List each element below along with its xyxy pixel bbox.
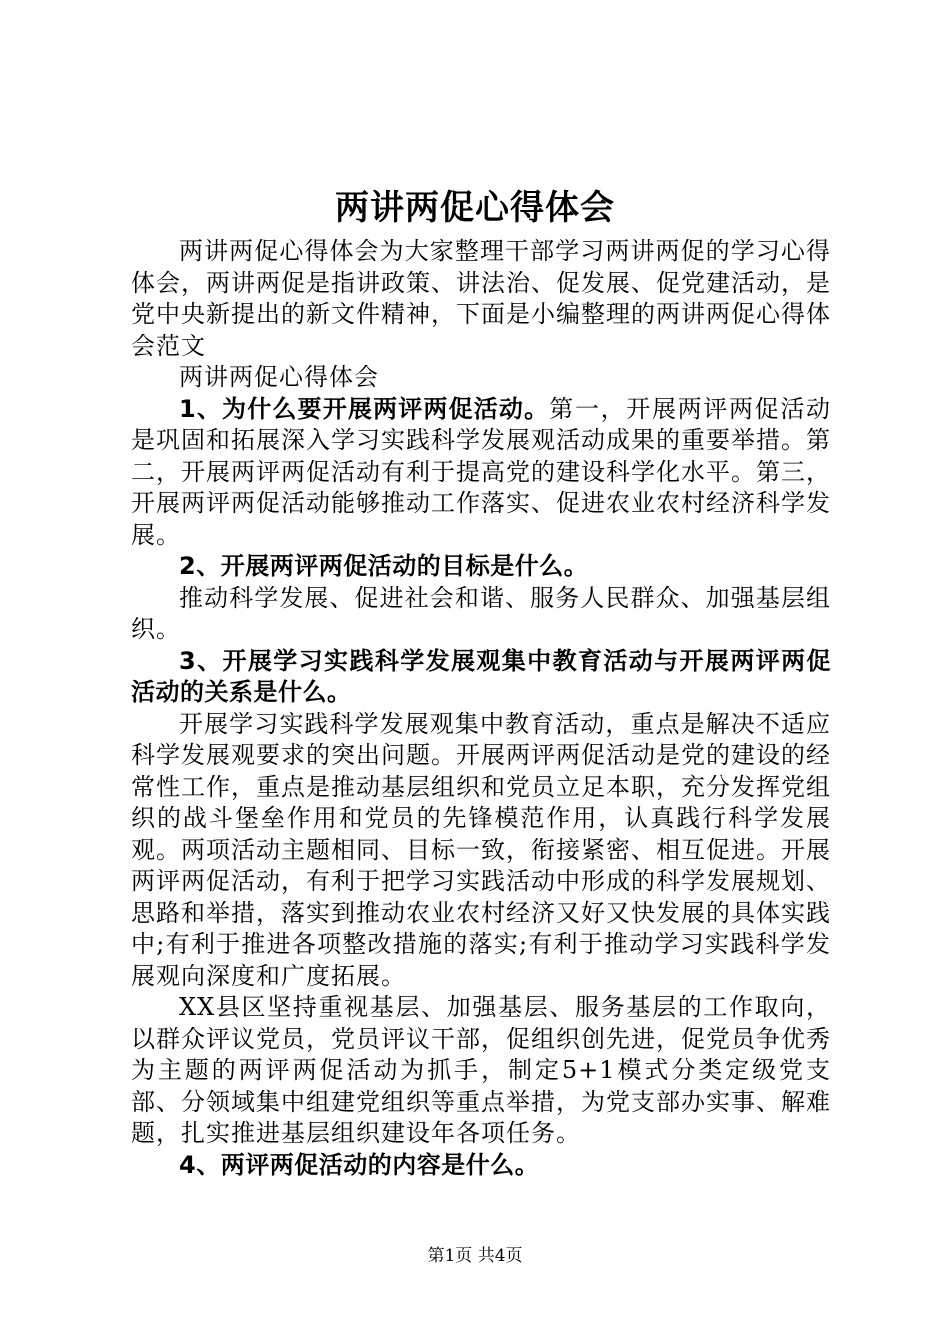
document-title: 两讲两促心得体会 <box>335 188 615 228</box>
question-3-answer: 开展学习实践科学发展观集中教育活动，重点是解决不适应科学发展观要求的突出问题。开展两评两促活动是党的建设的经常性工作，重点是推动基层组织和党员立足本职，充分发挥党组织的战斗堡垒作用和党员的先锋模范作用，认真践行科学发展观。两项活动主题相同、目标一致，衔接紧密、相互促进。开展两评两促活动，有利于把学习实践活动中形成的科学发展规划、思路和举措，落实到推动农业农村经济又好又快发展的具体实践中;有利于推进各项整改措施的落实;有利于推动学习实践科学发展观向深度和广度拓展。 <box>131 709 831 990</box>
question-4-heading: 4、两评两促活动的内容是什么。 <box>179 1150 540 1179</box>
page-footer: 第1页 共4页 <box>427 1246 523 1266</box>
intro-paragraph: 两讲两促心得体会为大家整理干部学习两讲两促的学习心得体会，两讲两促是指讲政策、讲法治、促发展、促党建活动，是党中央新提出的新文件精神，下面是小编整理的两讲两促心得体会范文 <box>131 237 831 360</box>
question-3-example: XX县区坚持重视基层、加强基层、服务基层的工作取向，以群众评议党员，党员评议干部，促组织创先进，促党员争优秀为主题的两评两促活动为抓手，制定5+1模式分类定级党支部、分领域集中组建党组织等重点举措，为党支部办实事、解难题，扎实推进基层组织建设年各项任务。 <box>131 993 831 1147</box>
question-1-heading: 1、为什么要开展两评两促活动。 <box>179 394 550 423</box>
question-2-heading: 2、开展两评两促活动的目标是什么。 <box>179 552 589 580</box>
question-1-paragraph <box>131 394 831 552</box>
document-body <box>131 236 831 1181</box>
question-2-answer: 推动科学发展、促进社会和谐、服务人民群众、加强基层组织。 <box>131 583 831 643</box>
question-1-answer: 第一，开展两评两促活动是巩固和拓展深入学习实践科学发展观活动成果的重要举措。第二，开展两评两促活动有利于提高党的建设科学化水平。第三，开展两评两促活动能够推动工作落实、促进农业农村经济科学发展。 <box>131 394 831 549</box>
question-3-heading: 3、开展学习实践科学发展观集中教育活动与开展两评两促活动的关系是什么。 <box>131 646 831 706</box>
subtitle-paragraph: 两讲两促心得体会 <box>179 363 379 391</box>
